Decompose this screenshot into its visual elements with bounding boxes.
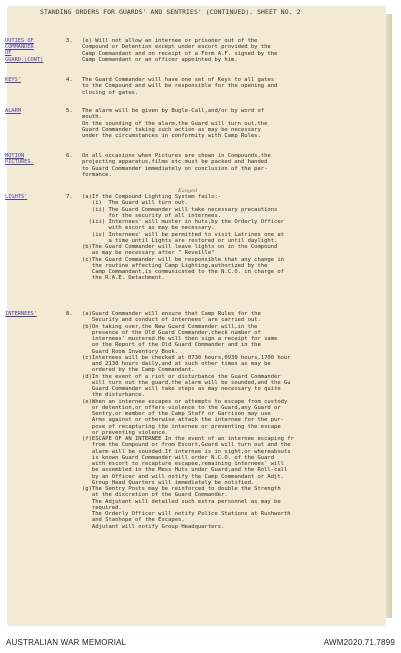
section-number-4: 4.: [66, 77, 73, 83]
handwritten-annotation: Kanged: [178, 188, 198, 194]
section-text-duties: (e) Will not allow an internee or prisoner out of the Compound or Detention except under escort provided by the Camp Commandant and on receipt of a Form A.F. signed by the Camp Commandant or an officer appointed by him.: [82, 38, 278, 63]
footer-institution: AUSTRALIAN WAR MEMORIAL: [6, 638, 127, 647]
section-text-internees: (a)Guard Commander will ensure that Camp Rules for the Security and conduct of internees' are carried out. (b)On taking over,the New Guard Commander will,in the presence of the Old Guard Commander,check number of internees' mustered.He will then sign a receipt for same on the Report of the Old Guard Commander and in the Guard Room Inventory Book. (c)Internees will be checked at 0730 hours,0930 hours,1700 hour and 2130 hours daily,and at such other times as may be ordered by the Camp Commandant. (d)In the event of a riot or disturbance the Guard Commander will turn out the guard,the alarm will be sounded,and the Gu Guard Commander will take steps as may necessary to quite the disturbance. (e)When an internee escapes or attempts to escape from custody or detention,or offers violence to the Guard,any Guard or Sentry,or member of the Camp Staff or Garrison may use Arms against or otherwise attack the internee for the pur- pose of recapturing the internee or preventing the escape or preventing violence. (f)ESCAPE OF AN INTERNEE In the event of an internee escaping fr from the Compound or from Escort,Guard will turn out and the alarm will be sounded.If internee is in sight,or whereabouts is known Guard Commander will order N.C.O. of the Guard with escort to recapture escapee,remaining internees' will be assembled in the Mess Huts under Guard,and the Roll-call by an Officer and will notify the Camp Commandant or Adjt. Group Head Quarters will immediately be notified. (g)The Sentry Posts may be reinforced to double the Strength at the discretion of the Guard Commander. The Adjutant will detailed such extra personnel as may be required. The Orderly Officer will notify Police Stations at Rushworth and Stanhope of the Escapes. Adjutant will notify Group Headquarters.: [82, 311, 294, 530]
side-heading-motion-pictures: MOTION PICTURES.: [5, 153, 34, 166]
side-heading-lights: LIGHTS': [5, 194, 28, 200]
section-text-alarm: The alarm will be given by Bugle-Call,and/or by word of mouth. On the sounding of the alarm,the Guard will turn out,the Guard Commander taking such action as may be necessary under the circumstances in conformity with Camp Rules.: [82, 108, 268, 139]
document-header: STANDING ORDERS FOR GUARDS' AND SENTRIES' (CONTINUED). SHEET NO. 2: [40, 8, 301, 16]
page-edge-shadow: [386, 14, 392, 618]
side-heading-alarm: ALARM: [5, 108, 21, 114]
section-number-5: 5.: [66, 108, 73, 114]
section-number-8: 8.: [66, 311, 73, 317]
side-heading-keys: KEYS': [5, 77, 21, 83]
section-number-7: 7.: [66, 194, 73, 200]
section-number-6: 6.: [66, 153, 73, 159]
section-text-motion-pictures: On all occasions when Pictures are shown in Compounds,the projecting apparatus,films etc.must be packed and handed to Guard Commander immediately on conclusion of the per- formance.: [82, 153, 271, 178]
section-text-keys: The Guard Commander will have one set of Keys to all gates to the Compound and will be responsible for the opening and closing of gates.: [82, 77, 278, 96]
footer-accession-number: AWM2020.71.7899: [323, 638, 395, 647]
section-text-lights: (a)If the Compound Lighting System fails:- (i) The Guard will turn out. (ii) The Guard Commander will take necessary precautions for the security of all internees. (iii) Internees' will muster in huts,by the Orderly Officer with escort as may be necessary. (iv) Internees' will be permitted to visit Latrines one at a time until Lights are restored or until daylight. (b)The Guard Commander will leave lights on in the Compound as may be necessary after " Reveille" (c)The Guard Commander will be responsible that any change in the routine affecting Camp Lighting,authorized by the Camp Commandant,is communicated to the N.C.O. in charge of the R.A.E. Detachment.: [82, 194, 284, 282]
side-heading-duties: DUTIES OF COMMANDER OF GUARD.(CONT): [5, 38, 44, 63]
side-heading-internees: INTERNEES': [5, 311, 37, 317]
section-number-3: 3.: [66, 38, 73, 44]
